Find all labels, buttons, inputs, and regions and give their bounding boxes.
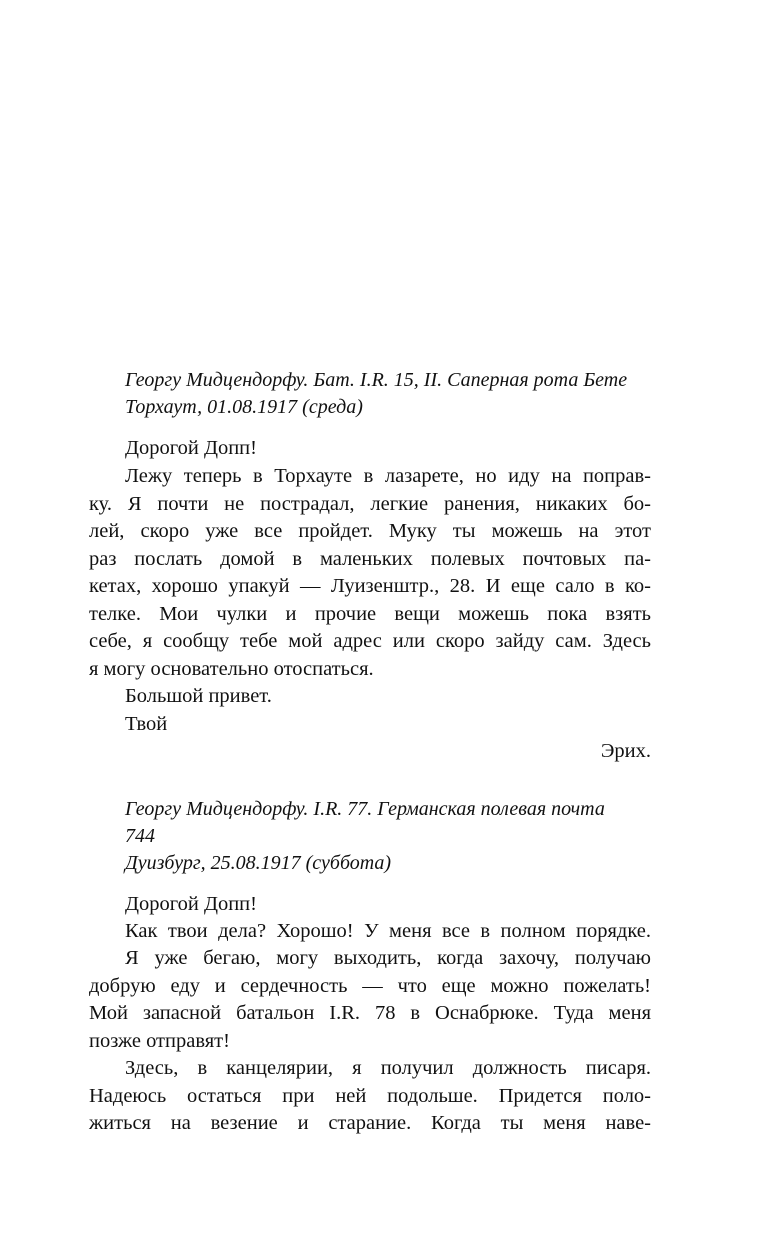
letter-2-heading-line-1: Георгу Мидцендорфу. I.R. 77. Германская полевая почта bbox=[125, 798, 605, 820]
letter-1-body-line-4: раз послать домой в маленьких полевых почтовых па- bbox=[89, 548, 651, 570]
letter-1-closing-2: Твой bbox=[125, 713, 168, 735]
letter-1-body-line-6: телке. Мои чулки и прочие вещи можешь пока взять bbox=[89, 603, 651, 625]
letter-2-body-line-1: Как твои дела? Хорошо! У меня все в полном порядке. bbox=[125, 920, 651, 942]
letter-1-body-line-3: лей, скоро уже все пройдет. Муку ты можешь на этот bbox=[89, 520, 651, 542]
letter-2-body-line-2: Я уже бегаю, могу выходить, когда захочу, получаю bbox=[125, 947, 651, 969]
letter-2-body-line-6: Здесь, в канцелярии, я получил должность писаря. bbox=[125, 1057, 651, 1079]
letter-2-heading-line-3: Дуизбург, 25.08.1917 (суббота) bbox=[125, 852, 392, 874]
letter-2-body-line-8: житься на везение и старание. Когда ты меня наве- bbox=[89, 1112, 651, 1134]
letter-2-body-line-7: Надеюсь остаться при ней подольше. Придется поло- bbox=[89, 1085, 651, 1107]
letter-2-greeting: Дорогой Допп! bbox=[125, 893, 257, 915]
letter-1-body-line-8: я могу основательно отоспаться. bbox=[89, 658, 374, 680]
letter-1-greeting: Дорогой Допп! bbox=[125, 437, 257, 459]
letter-2-body-line-5: позже отправят! bbox=[89, 1030, 230, 1052]
letter-1-body-line-2: ку. Я почти не пострадал, легкие ранения, никаких бо- bbox=[89, 493, 651, 515]
letter-2-body-line-4: Мой запасной батальон I.R. 78 в Оснабрюке. Туда меня bbox=[89, 1002, 651, 1024]
letter-1-heading-line-1: Георгу Мидцендорфу. Бат. I.R. 15, II. Саперная рота Бете bbox=[125, 369, 628, 391]
letter-1-body-line-5: кетах, хорошо упакуй — Луизенштр., 28. И еще сало в ко- bbox=[89, 575, 651, 597]
letter-2-heading-line-2: 744 bbox=[125, 825, 155, 847]
letter-1-body-line-7: себе, я сообщу тебе мой адрес или скоро зайду сам. Здесь bbox=[89, 630, 651, 652]
letter-1-body-line-1: Лежу теперь в Торхауте в лазарете, но иду на поправ- bbox=[125, 465, 651, 487]
letter-1-closing: Большой привет. bbox=[125, 685, 272, 707]
letter-1-signature: Эрих. bbox=[600, 740, 651, 762]
letter-2-body-line-3: добрую еду и сердечность — что еще можно пожелать! bbox=[89, 975, 651, 997]
letter-1-heading-line-2: Торхаут, 01.08.1917 (среда) bbox=[125, 396, 363, 418]
